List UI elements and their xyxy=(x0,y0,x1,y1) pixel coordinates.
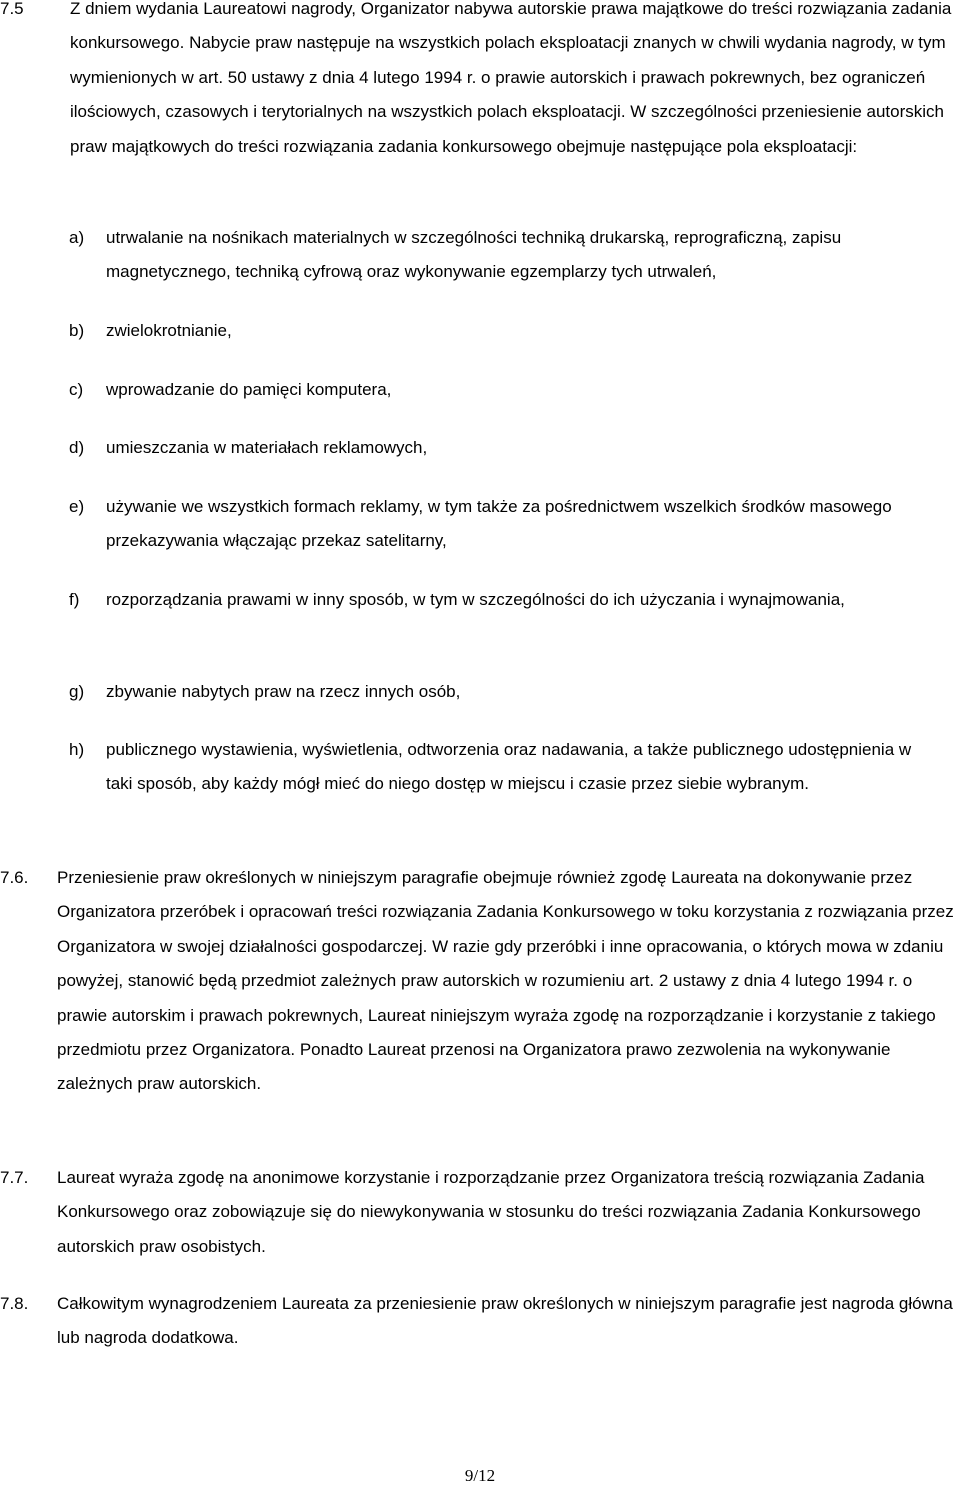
list-item-text: utrwalanie na nośnikach materialnych w szczególności techniką drukarską, reprograficzną, zapisu magnetycznego, techniką cyfrową oraz wykonywanie egzemplarzy tych utrwaleń, xyxy=(106,228,842,282)
section-number: 7.8. xyxy=(0,1294,29,1313)
section-intro-paragraph: Z dniem wydania Laureatowi nagrody, Organizator nabywa autorskie prawa majątkowe do treści rozwiązania zadania konkursowego. Nabycie praw następuje na wszystkich polach eksploatacji znanych w chwili wydania nagrody, w tym wymienionych w art. 50 ustawy z dnia 4 lutego 1994 r. o prawie autorskich i prawach pokrewnych, bez ograniczeń ilościowych, czasowych i terytorialnych na wszystkich polach eksploatacji. W szczególności przeniesienie autorskich praw majątkowych do treści rozwiązania zadania konkursowego obejmuje następujące pola eksploatacji: xyxy=(70,0,952,156)
list-item-text: wprowadzanie do pamięci komputera, xyxy=(106,380,392,399)
section-number: 7.5 xyxy=(0,0,24,18)
section-paragraph: Przeniesienie praw określonych w niniejszym paragrafie obejmuje również zgodę Laureata na dokonywanie przez Organizatora przeróbek i opracowań treści rozwiązania Zadania Konkursowego w toku korzystania z rozwiązania przez Organizatora w swojej działalności gospodarczej. W razie gdy przeróbki i inne opracowania, o których mowa w zdaniu powyżej, stanowić będą przedmiot zależnych praw autorskich w rozumieniu art. 2 ustawy z dnia 4 lutego 1994 r. o prawie autorskim i prawach pokrewnych, Laureat niniejszym wyraża zgodę na rozporządzanie i korzystanie z takiego przedmiotu przez Organizatora. Ponadto Laureat przenosi na Organizatora prawo zezwolenia na wykonywanie zależnych praw autorskich. xyxy=(57,868,954,1094)
list-item-text: zwielokrotnianie, xyxy=(106,321,232,340)
list-item-text: zbywanie nabytych praw na rzecz innych osób, xyxy=(106,682,461,701)
list-item-text: umieszczania w materiałach reklamowych, xyxy=(106,438,428,457)
list-item-letter: g) xyxy=(69,682,85,701)
list-item-letter: b) xyxy=(69,321,85,340)
section-number: 7.6. xyxy=(0,868,29,887)
section-number: 7.7. xyxy=(0,1168,29,1187)
list-item-letter: f) xyxy=(69,590,80,609)
list-item-letter: d) xyxy=(69,438,85,457)
section-paragraph: Całkowitym wynagrodzeniem Laureata za przeniesienie praw określonych w niniejszym paragrafie jest nagroda główna lub nagroda dodatkowa. xyxy=(57,1294,953,1348)
list-item-text: publicznego wystawienia, wyświetlenia, odtworzenia oraz nadawania, a także publicznego udostępnienia w taki sposób, aby każdy mógł mieć do niego dostęp w miejscu i czasie przez siebie wybranym. xyxy=(106,740,912,794)
list-item-letter: a) xyxy=(69,228,85,247)
list-item-letter: h) xyxy=(69,740,85,759)
page-number: 9/12 xyxy=(464,1466,496,1485)
list-item-letter: e) xyxy=(69,497,85,516)
list-item-text: używanie we wszystkich formach reklamy, w tym także za pośrednictwem wszelkich środków masowego przekazywania włączając przekaz satelitarny, xyxy=(106,497,892,551)
list-item-letter: c) xyxy=(69,380,84,399)
section-paragraph: Laureat wyraża zgodę na anonimowe korzystanie i rozporządzanie przez Organizatora treścią rozwiązania Zadania Konkursowego oraz zobowiązuje się do niewykonywania w stosunku do treści rozwiązania Zadania Konkursowego autorskich praw osobistych. xyxy=(57,1168,925,1256)
list-item-text: rozporządzania prawami w inny sposób, w tym w szczególności do ich użyczania i wynajmowania, xyxy=(106,590,845,609)
